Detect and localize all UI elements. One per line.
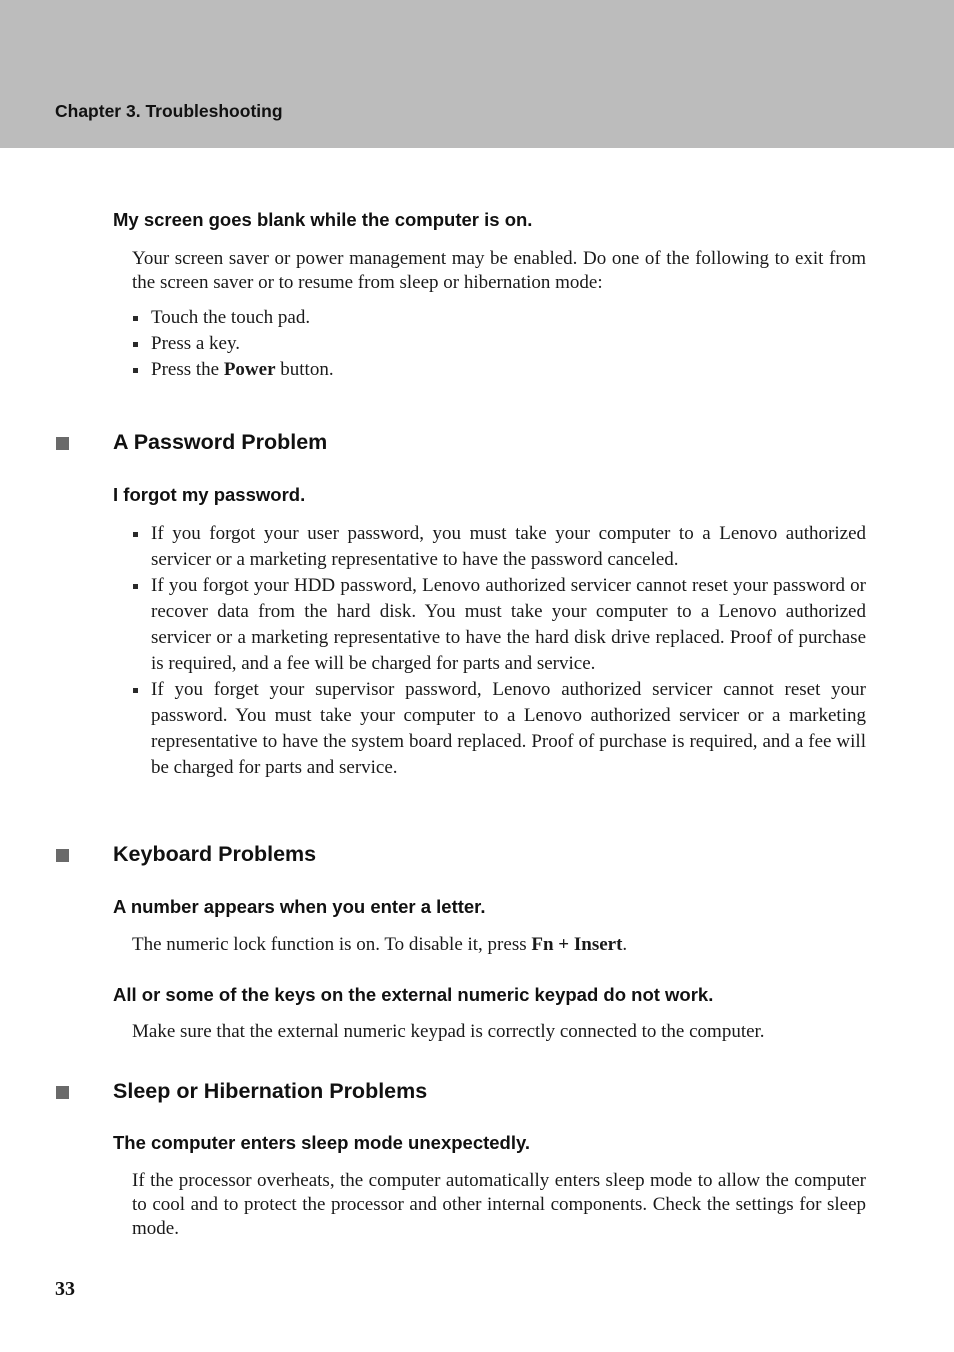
screen-blank-list bbox=[132, 305, 866, 383]
section-heading-sleep: Sleep or Hibernation Problems bbox=[113, 1079, 428, 1103]
bullet-square-icon bbox=[133, 688, 138, 693]
page-number: 33 bbox=[55, 1278, 75, 1300]
chapter-title: Chapter 3. Troubleshooting bbox=[55, 101, 283, 121]
screen-blank-body: Your screen saver or power management may be enabled. Do one of the following to exit from the screen saver or to resume from sleep or hibernation mode: bbox=[132, 248, 866, 293]
section-marker-icon bbox=[56, 1086, 69, 1099]
bullet-square-icon bbox=[133, 532, 138, 537]
list-item: Press a key. bbox=[132, 331, 866, 357]
list-item: Touch the touch pad. bbox=[132, 305, 866, 331]
list-item: Press the Power button. bbox=[132, 357, 866, 383]
section-heading-password: A Password Problem bbox=[113, 430, 328, 454]
sleep-body: If the processor overheats, the computer automatically enters sleep mode to allow the computer to cool and to protect the processor and other internal components. Check the settings for sleep mode. bbox=[132, 1170, 866, 1239]
keyboard-answer-1: The numeric lock function is on. To disable it, press Fn + Insert. bbox=[132, 934, 628, 955]
header-band bbox=[0, 0, 954, 148]
keyboard-answer-2: Make sure that the external numeric keypad is correctly connected to the computer. bbox=[132, 1021, 765, 1042]
question-screen-blank: My screen goes blank while the computer is on. bbox=[113, 209, 533, 230]
list-item: If you forgot your HDD password, Lenovo authorized servicer cannot reset your password or recover data from the hard disk. You must take your computer to a Lenovo authorized servicer or a marketing representative to have the hard disk drive replaced. Proof of purchase is required, and a fee will be charged for parts and service. bbox=[132, 573, 866, 677]
list-item: If you forget your supervisor password, Lenovo authorized servicer cannot reset your password. You must take your computer to a Lenovo authorized servicer or a marketing representative to have the system board replaced. Proof of purchase is required, and a fee will be charged for parts and service. bbox=[132, 677, 866, 781]
question-sleep-mode: The computer enters sleep mode unexpectedly. bbox=[113, 1132, 531, 1153]
section-marker-icon bbox=[56, 849, 69, 862]
question-forgot-password: I forgot my password. bbox=[113, 484, 306, 505]
password-list bbox=[132, 521, 866, 781]
section-marker-icon bbox=[56, 437, 69, 450]
power-keyword: Power bbox=[223, 359, 276, 380]
bullet-square-icon bbox=[133, 368, 138, 373]
bullet-square-icon bbox=[133, 584, 138, 589]
question-number-appears: A number appears when you enter a letter. bbox=[113, 896, 486, 917]
list-item: If you forgot your user password, you must take your computer to a Lenovo authorized servicer or a marketing representative to have the password canceled. bbox=[132, 521, 866, 573]
section-heading-keyboard: Keyboard Problems bbox=[113, 842, 317, 866]
question-keypad: All or some of the keys on the external numeric keypad do not work. bbox=[113, 984, 714, 1005]
bullet-square-icon bbox=[133, 342, 138, 347]
bullet-square-icon bbox=[133, 316, 138, 321]
fn-insert-keyword: Fn + Insert bbox=[531, 934, 623, 955]
